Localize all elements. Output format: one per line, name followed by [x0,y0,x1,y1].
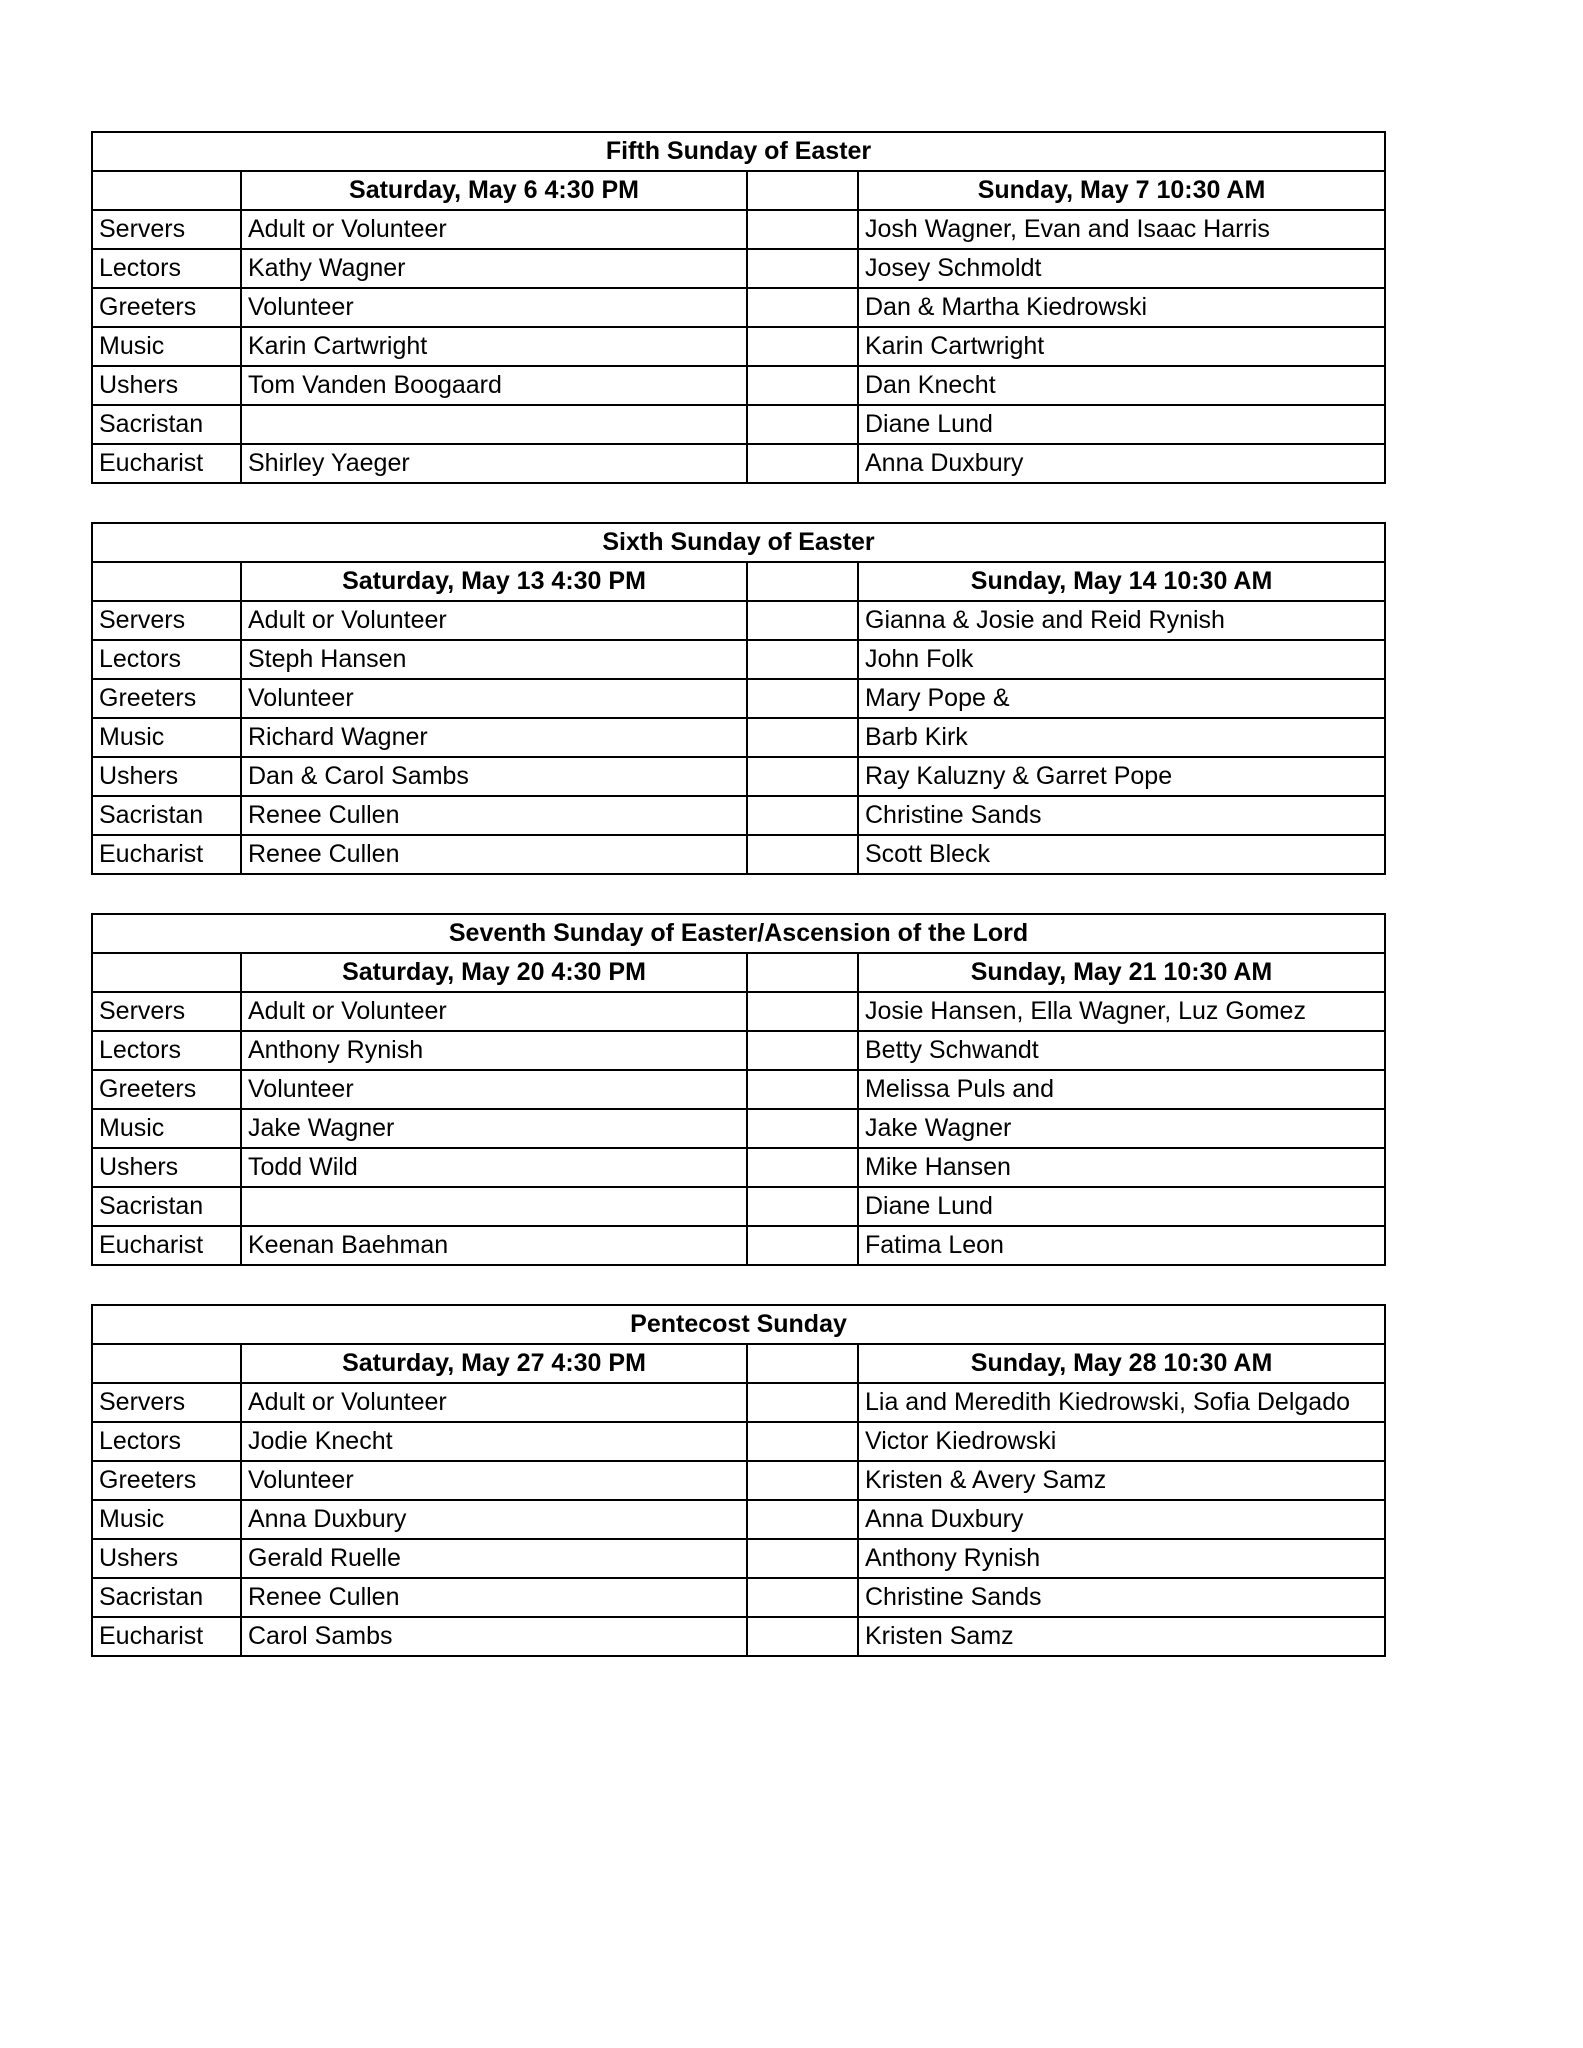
saturday-cell: Todd Wild [241,1148,747,1187]
sunday-cell: Diane Lund [858,405,1385,444]
saturday-cell: Keenan Baehman [241,1226,747,1265]
schedule-table [91,131,1386,484]
saturday-cell: Jodie Knecht [241,1422,747,1461]
saturday-header: Saturday, May 6 4:30 PM [241,171,747,210]
spacer-cell [747,249,858,288]
sunday-cell: Gianna & Josie and Reid Rynish [858,601,1385,640]
spacer-cell [747,444,858,483]
spacer-cell [747,640,858,679]
saturday-cell: Tom Vanden Boogaard [241,366,747,405]
spacer-cell [747,366,858,405]
sunday-cell: Mike Hansen [858,1148,1385,1187]
sunday-cell: Barb Kirk [858,718,1385,757]
table-row [92,835,1385,874]
role-cell: Eucharist [92,1617,241,1656]
role-cell: Music [92,718,241,757]
title-row [92,132,1385,171]
spacer-cell [747,835,858,874]
schedule-title: Pentecost Sunday [92,1305,1385,1344]
role-cell: Servers [92,601,241,640]
role-cell: Eucharist [92,835,241,874]
saturday-cell: Gerald Ruelle [241,1539,747,1578]
table-row [92,1070,1385,1109]
saturday-cell: Carol Sambs [241,1617,747,1656]
spacer-cell [747,562,858,601]
title-row [92,1305,1385,1344]
spacer-cell [747,1109,858,1148]
title-row [92,914,1385,953]
spacer-cell [747,718,858,757]
schedule-list [91,131,1384,1695]
sunday-cell: Kristen Samz [858,1617,1385,1656]
table-row [92,796,1385,835]
saturday-cell [241,1187,747,1226]
spacer-cell [747,1617,858,1656]
sunday-cell: Anthony Rynish [858,1539,1385,1578]
table-row [92,1617,1385,1656]
role-cell: Ushers [92,1148,241,1187]
table-row [92,640,1385,679]
table-row [92,1031,1385,1070]
role-cell: Sacristan [92,796,241,835]
sunday-cell: Josh Wagner, Evan and Isaac Harris [858,210,1385,249]
role-cell: Ushers [92,366,241,405]
header-row [92,171,1385,210]
role-cell: Sacristan [92,1187,241,1226]
saturday-header: Saturday, May 20 4:30 PM [241,953,747,992]
sunday-cell: Victor Kiedrowski [858,1422,1385,1461]
spacer-cell [747,757,858,796]
sunday-header: Sunday, May 14 10:30 AM [858,562,1385,601]
table-row [92,601,1385,640]
sunday-cell: Lia and Meredith Kiedrowski, Sofia Delgado [858,1383,1385,1422]
role-header-cell [92,171,241,210]
title-row [92,523,1385,562]
saturday-cell: Adult or Volunteer [241,210,747,249]
saturday-cell: Volunteer [241,1461,747,1500]
table-row [92,1578,1385,1617]
table-row [92,210,1385,249]
spacer-cell [747,1461,858,1500]
spacer-cell [747,796,858,835]
saturday-cell: Adult or Volunteer [241,992,747,1031]
header-row [92,953,1385,992]
sunday-cell: Christine Sands [858,1578,1385,1617]
saturday-cell: Renee Cullen [241,796,747,835]
sunday-cell: Kristen & Avery Samz [858,1461,1385,1500]
sunday-cell: Josie Hansen, Ella Wagner, Luz Gomez [858,992,1385,1031]
sunday-cell: Jake Wagner [858,1109,1385,1148]
role-cell: Ushers [92,1539,241,1578]
table-row [92,757,1385,796]
role-cell: Lectors [92,1031,241,1070]
spacer-cell [747,992,858,1031]
spacer-cell [747,1539,858,1578]
header-row [92,562,1385,601]
role-cell: Greeters [92,679,241,718]
sunday-cell: Anna Duxbury [858,1500,1385,1539]
table-row [92,1187,1385,1226]
role-header-cell [92,953,241,992]
spacer-cell [747,288,858,327]
spacer-cell [747,601,858,640]
table-row [92,366,1385,405]
saturday-cell [241,405,747,444]
saturday-cell: Richard Wagner [241,718,747,757]
role-cell: Lectors [92,1422,241,1461]
spacer-cell [747,1031,858,1070]
sunday-cell: Fatima Leon [858,1226,1385,1265]
role-header-cell [92,1344,241,1383]
spacer-cell [747,1500,858,1539]
role-cell: Sacristan [92,405,241,444]
role-cell: Servers [92,1383,241,1422]
header-row [92,1344,1385,1383]
sunday-cell: Scott Bleck [858,835,1385,874]
spacer-cell [747,1148,858,1187]
saturday-cell: Adult or Volunteer [241,601,747,640]
table-row [92,327,1385,366]
spacer-cell [747,1187,858,1226]
table-row [92,1383,1385,1422]
role-header-cell [92,562,241,601]
table-row [92,1422,1385,1461]
sunday-cell: Betty Schwandt [858,1031,1385,1070]
saturday-cell: Anna Duxbury [241,1500,747,1539]
spacer-cell [747,327,858,366]
sunday-header: Sunday, May 21 10:30 AM [858,953,1385,992]
table-row [92,679,1385,718]
role-cell: Greeters [92,1461,241,1500]
sunday-cell: Dan & Martha Kiedrowski [858,288,1385,327]
sunday-header: Sunday, May 28 10:30 AM [858,1344,1385,1383]
role-cell: Lectors [92,640,241,679]
spacer-cell [747,210,858,249]
table-row [92,444,1385,483]
table-row [92,1109,1385,1148]
saturday-cell: Kathy Wagner [241,249,747,288]
role-cell: Music [92,1500,241,1539]
table-row [92,992,1385,1031]
schedule-table [91,913,1386,1266]
spacer-cell [747,1422,858,1461]
sunday-cell: Anna Duxbury [858,444,1385,483]
spacer-cell [747,1344,858,1383]
schedule-title: Fifth Sunday of Easter [92,132,1385,171]
saturday-cell: Anthony Rynish [241,1031,747,1070]
saturday-cell: Karin Cartwright [241,327,747,366]
role-cell: Ushers [92,757,241,796]
saturday-cell: Steph Hansen [241,640,747,679]
table-row [92,288,1385,327]
saturday-cell: Volunteer [241,1070,747,1109]
spacer-cell [747,1383,858,1422]
table-row [92,1226,1385,1265]
role-cell: Music [92,1109,241,1148]
sunday-cell: Christine Sands [858,796,1385,835]
spacer-cell [747,405,858,444]
sunday-cell: Josey Schmoldt [858,249,1385,288]
sunday-cell: Melissa Puls and [858,1070,1385,1109]
table-row [92,249,1385,288]
schedule-title: Sixth Sunday of Easter [92,523,1385,562]
spacer-cell [747,953,858,992]
table-row [92,718,1385,757]
saturday-cell: Adult or Volunteer [241,1383,747,1422]
saturday-cell: Volunteer [241,679,747,718]
sunday-cell: Diane Lund [858,1187,1385,1226]
schedule-table [91,522,1386,875]
table-row [92,405,1385,444]
saturday-cell: Dan & Carol Sambs [241,757,747,796]
sunday-cell: Ray Kaluzny & Garret Pope [858,757,1385,796]
role-cell: Lectors [92,249,241,288]
role-cell: Sacristan [92,1578,241,1617]
spacer-cell [747,171,858,210]
role-cell: Music [92,327,241,366]
role-cell: Eucharist [92,444,241,483]
saturday-header: Saturday, May 13 4:30 PM [241,562,747,601]
table-row [92,1539,1385,1578]
sunday-cell: Karin Cartwright [858,327,1385,366]
saturday-cell: Shirley Yaeger [241,444,747,483]
sunday-header: Sunday, May 7 10:30 AM [858,171,1385,210]
sunday-cell: John Folk [858,640,1385,679]
schedule-table [91,1304,1386,1657]
spacer-cell [747,1070,858,1109]
saturday-cell: Renee Cullen [241,1578,747,1617]
role-cell: Servers [92,992,241,1031]
table-row [92,1500,1385,1539]
saturday-header: Saturday, May 27 4:30 PM [241,1344,747,1383]
role-cell: Servers [92,210,241,249]
sunday-cell: Dan Knecht [858,366,1385,405]
saturday-cell: Jake Wagner [241,1109,747,1148]
schedule-title: Seventh Sunday of Easter/Ascension of the Lord [92,914,1385,953]
sunday-cell: Mary Pope & [858,679,1385,718]
spacer-cell [747,679,858,718]
role-cell: Greeters [92,1070,241,1109]
role-cell: Eucharist [92,1226,241,1265]
spacer-cell [747,1226,858,1265]
spacer-cell [747,1578,858,1617]
saturday-cell: Volunteer [241,288,747,327]
role-cell: Greeters [92,288,241,327]
table-row [92,1461,1385,1500]
saturday-cell: Renee Cullen [241,835,747,874]
table-row [92,1148,1385,1187]
